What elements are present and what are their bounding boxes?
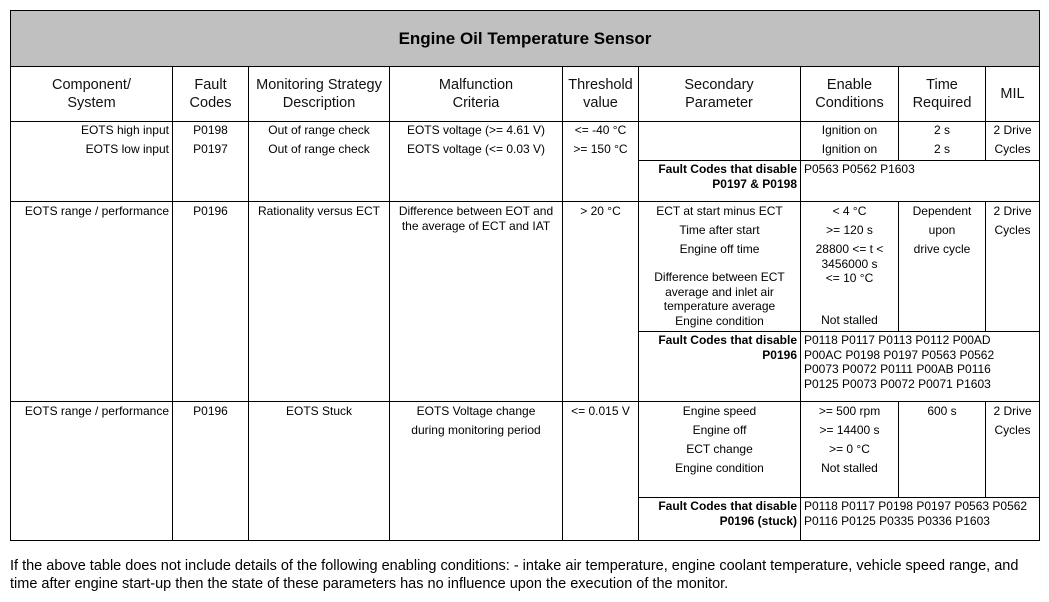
mil-text: 2 Drive [993, 123, 1032, 137]
header-fault-codes: Fault Codes [189, 77, 232, 111]
row2-criteria [390, 204, 562, 233]
row1-codes [173, 123, 248, 161]
row2-disable-label [639, 333, 797, 362]
time-line: drive cycle [913, 242, 971, 256]
threshold-text: >= 150 °C [573, 142, 628, 156]
row2-strategy: Rationality versus ECT [257, 204, 381, 218]
param-line: Difference between ECT [654, 270, 785, 284]
disable-label-line: Fault Codes that disable [658, 499, 797, 513]
row3-enable [801, 404, 898, 480]
row2-threshold: > 20 °C [580, 204, 621, 218]
disable-code-line: P0116 P0125 P0335 P0336 P1603 [804, 513, 990, 528]
enable-line: 3456000 s [821, 256, 878, 271]
header-strategy: Monitoring Strategy Description [256, 77, 382, 111]
disable-code-line: P0073 P0072 P0111 P00AB P0116 [804, 362, 991, 376]
row2-param-engine-off: Engine off time [679, 242, 760, 256]
row-divider [638, 331, 1039, 332]
row3-component: EOTS range / performance [24, 404, 169, 418]
header-threshold: Threshold value [568, 77, 633, 111]
disable-label-line: P0196 [762, 347, 797, 362]
strategy-text: Out of range check [268, 123, 370, 137]
row1-enable [801, 123, 898, 161]
row1-component [11, 123, 169, 161]
row-divider [11, 201, 1039, 202]
time-line: upon [928, 223, 956, 237]
row2-param-time-after-start: Time after start [679, 223, 760, 237]
row2-mil [986, 204, 1039, 242]
row1-mil [986, 123, 1039, 161]
enable-text: Not stalled [821, 461, 878, 475]
row2-disable-codes [804, 333, 994, 391]
disable-label-line: P0197 & P0198 [712, 176, 797, 191]
param-line: average and inlet air [665, 284, 774, 299]
param-text: Engine speed [682, 404, 757, 418]
enable-line: 28800 <= t < [815, 242, 884, 256]
row3-code: P0196 [193, 404, 228, 418]
component-text: EOTS low input [85, 142, 169, 156]
row3-mil [986, 404, 1039, 442]
param-line: temperature average [663, 299, 776, 313]
row1-strategy [249, 123, 389, 161]
enable-text: Ignition on [821, 142, 878, 156]
header-component: Component/ System [52, 77, 131, 111]
criteria-line: during monitoring period [411, 423, 541, 437]
row2-time [899, 204, 985, 261]
enable-text: Ignition on [821, 123, 878, 137]
header-criteria: Malfunction Criteria [438, 77, 514, 111]
time-text: 2 s [933, 142, 950, 156]
row3-time: 600 s [927, 404, 957, 418]
row2-param-ect-start: ECT at start minus ECT [656, 204, 783, 218]
criteria-line: EOTS Voltage change [416, 404, 536, 418]
param-text: Engine off [692, 423, 747, 437]
param-text: Engine condition [675, 461, 764, 475]
disable-label-line: Fault Codes that disable [658, 162, 797, 176]
header-enable: Enable Conditions [815, 77, 884, 111]
row2-enable-5: Not stalled [821, 313, 878, 327]
row-divider [11, 121, 1039, 122]
enable-line: <= 10 °C [825, 271, 874, 285]
time-line: Dependent [912, 204, 972, 218]
disable-code-line: P0118 P0117 P0113 P0112 P00AD [804, 333, 991, 347]
row1-criteria [390, 123, 562, 161]
criteria-line: Difference between EOT and [398, 204, 554, 218]
criteria-text: EOTS voltage (<= 0.03 V) [406, 142, 546, 156]
mil-text: 2 Drive [993, 204, 1032, 218]
row3-disable-codes [804, 499, 1027, 528]
header-time: Time Required [912, 77, 972, 111]
mil-text: Cycles [994, 223, 1031, 237]
row-divider [638, 497, 1039, 498]
engine-oil-temperature-sensor-table [10, 10, 1040, 541]
param-text: ECT change [686, 442, 753, 456]
row3-threshold: <= 0.015 V [571, 404, 630, 418]
row1-disable-codes: P0563 P0562 P1603 [804, 162, 915, 176]
row1-threshold [563, 123, 638, 161]
enable-text: >= 14400 s [819, 423, 880, 437]
row2-enable-2: >= 120 s [826, 223, 873, 237]
row2-code: P0196 [193, 204, 228, 218]
row2-component: EOTS range / performance [24, 204, 169, 218]
row3-params [639, 404, 800, 480]
param-line: Engine condition [675, 313, 764, 328]
disable-label-line: P0196 (stuck) [719, 513, 797, 528]
disable-label-line: Fault Codes that disable [658, 333, 797, 347]
enable-text: >= 0 °C [829, 442, 870, 456]
mil-text: 2 Drive [993, 404, 1032, 418]
row1-time [899, 123, 985, 161]
criteria-line: the average of ECT and IAT [401, 218, 551, 233]
strategy-text: Out of range check [268, 142, 370, 156]
fault-code: P0198 [193, 123, 228, 137]
fault-code: P0197 [193, 142, 228, 156]
row3-strategy: EOTS Stuck [285, 404, 353, 418]
criteria-text: EOTS voltage (>= 4.61 V) [406, 123, 546, 137]
row2-enable-1: < 4 °C [832, 204, 867, 218]
mil-text: Cycles [994, 423, 1031, 437]
table-title: Engine Oil Temperature Sensor [11, 11, 1039, 67]
disable-code-line: P00AC P0198 P0197 P0563 P0562 [804, 347, 995, 362]
time-text: 2 s [933, 123, 950, 137]
header-secondary: Secondary Parameter [684, 77, 754, 111]
row-divider [11, 401, 1039, 402]
row1-disable-label [639, 162, 797, 191]
component-text: EOTS high input [80, 123, 169, 137]
disable-code-line: P0118 P0117 P0198 P0197 P0563 P0562 [804, 499, 1028, 513]
disable-code-line: P0125 P0073 P0072 P0071 P1603 [804, 376, 991, 391]
row3-disable-label [639, 499, 797, 528]
threshold-text: <= -40 °C [574, 123, 627, 137]
row3-criteria [390, 404, 562, 442]
mil-text: Cycles [994, 142, 1031, 156]
enable-text: >= 500 rpm [818, 404, 881, 418]
row2-enable-3 [801, 242, 898, 286]
header-mil: MIL [1000, 86, 1025, 102]
row2-param-difference [639, 270, 800, 328]
footnote: If the above table does not include details of the following enabling conditions: - intake air temperature, engine coolant temperature, vehicle speed range, and time after engine start-up then the state of these parameters has no influence upon the execution of the monitor. [10, 558, 1019, 592]
